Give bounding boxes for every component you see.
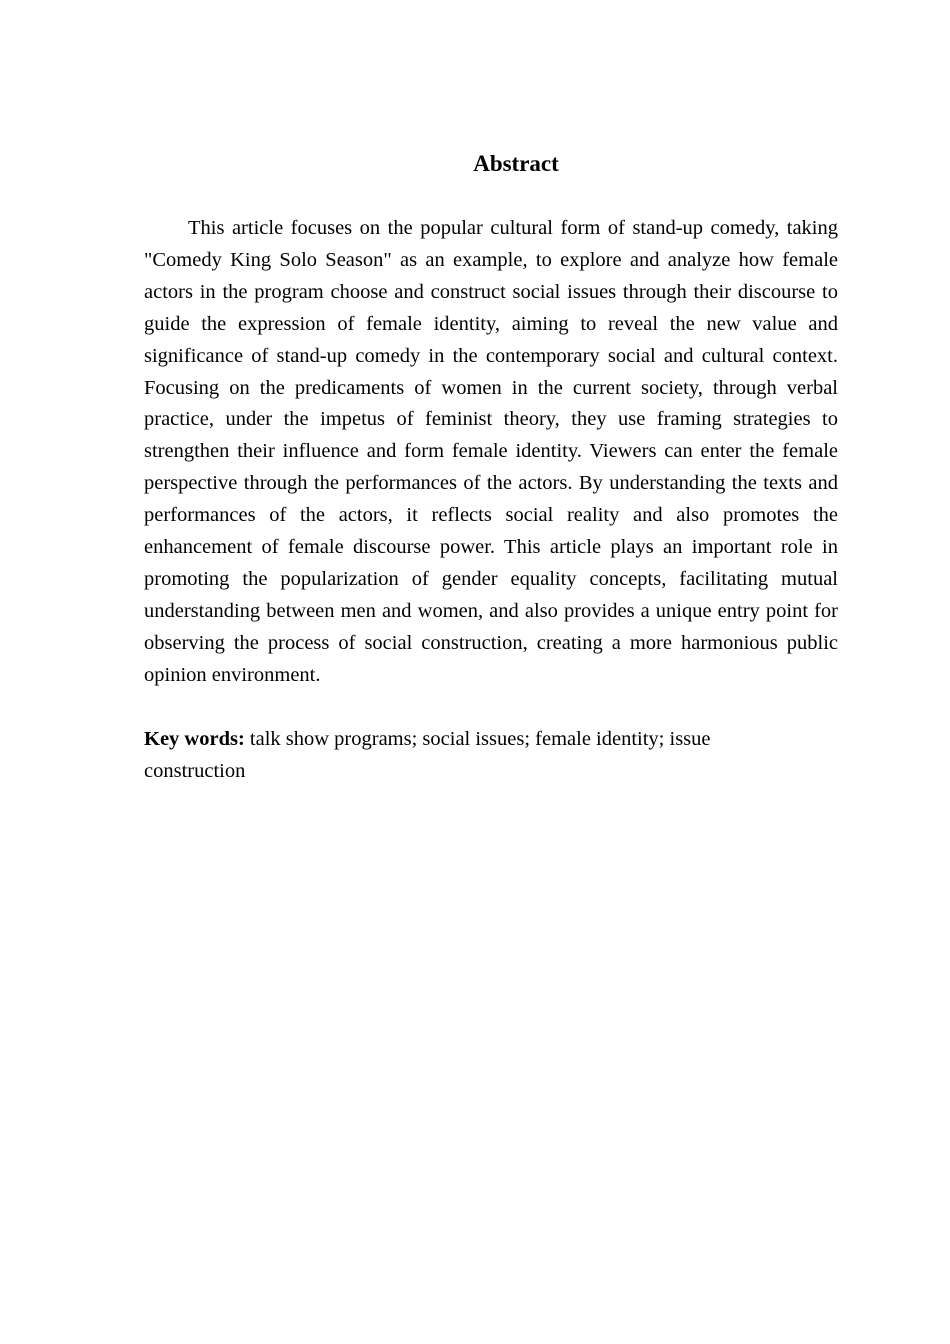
keywords-line — [144, 724, 784, 788]
keywords-label: Key words: — [144, 728, 245, 750]
abstract-title: Abstract — [473, 151, 559, 176]
abstract-body: This article focuses on the popular cultural form of stand-up comedy, taking "Comedy King Solo Season" as an example, to explore and analyze how female actors in the program choose and construct social issues through their discourse to guide the expression of female identity, aiming to reveal the new value and significance of stand-up comedy in the contemporary social and cultural context. Focusing on the predicaments of women in the current society, through verbal practice, under the impetus of feminist theory, they use framing strategies to strengthen their influence and form female identity. Viewers can enter the female perspective through the performances of the actors. By understanding the texts and performances of the actors, it reflects social reality and also promotes the enhancement of female discourse power. This article plays an important role in promoting the popularization of gender equality concepts, facilitating mutual understanding between men and women, and also provides a unique entry point for observing the process of social construction, creating a more harmonious public opinion environment. — [144, 217, 838, 686]
keywords-text: talk show programs; social issues; female identity; issue construction — [144, 728, 711, 782]
